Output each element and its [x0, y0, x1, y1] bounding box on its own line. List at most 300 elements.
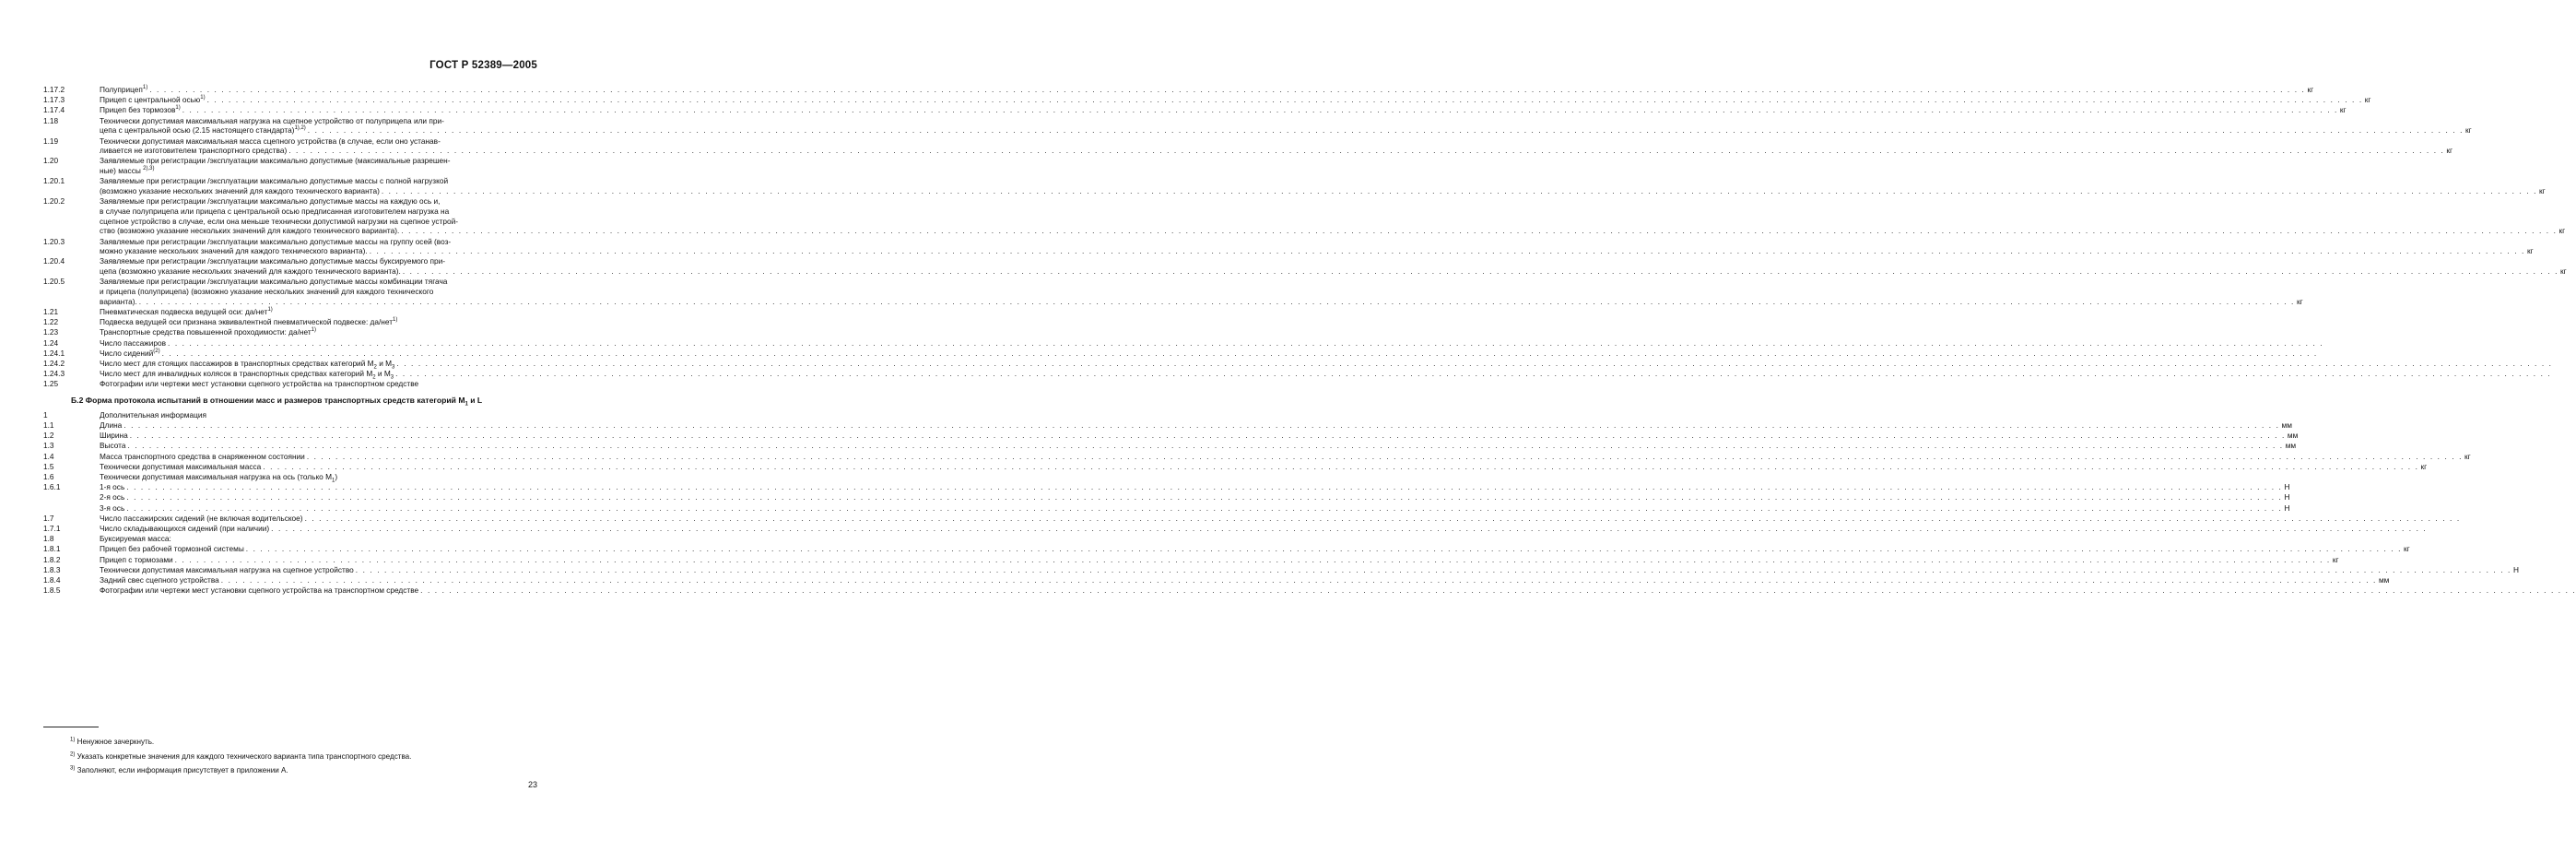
- footnote: [70, 735, 411, 750]
- item-label: [100, 338, 166, 349]
- item-label: [100, 544, 244, 554]
- unit-label: кг: [2307, 85, 2314, 94]
- item-number: 1.4: [43, 451, 54, 461]
- table-row: [43, 461, 2428, 472]
- dot-leader: [128, 441, 2284, 451]
- item-text: [100, 441, 2296, 451]
- table-row: [43, 105, 2347, 115]
- item-label: [100, 441, 126, 451]
- item-label: [100, 207, 449, 217]
- unit-label: кг: [2420, 461, 2428, 471]
- item-label-text: Прицеп с центральной осью: [100, 95, 201, 105]
- item-number: 1.7: [43, 513, 54, 523]
- table-row: [43, 85, 2314, 95]
- item-label-text: Масса транспортного средства в снаряженном состоянии: [100, 451, 305, 461]
- item-number: 1.23: [43, 327, 59, 337]
- dot-leader: [162, 349, 2318, 359]
- table-row: [43, 136, 2453, 156]
- table-row: [43, 369, 539, 379]
- unit-label: кг: [2558, 226, 2566, 236]
- item-label: [100, 482, 124, 492]
- item-line: [100, 237, 2534, 247]
- unit-label: кг: [2539, 186, 2546, 196]
- unit-label: Н: [2512, 564, 2519, 574]
- item-label: [100, 555, 173, 565]
- item-line: [100, 196, 2565, 207]
- item-line: [100, 176, 2546, 186]
- item-label: [100, 166, 154, 176]
- unit-label: Н: [2284, 492, 2290, 502]
- item-line: [100, 317, 539, 327]
- item-label-text: Длина: [100, 420, 123, 430]
- table-row: [43, 502, 2290, 514]
- item-line: [100, 534, 539, 544]
- dot-leader: [149, 85, 2305, 95]
- item-label-mid: ): [335, 472, 338, 482]
- item-number: 1.20.1: [43, 176, 65, 186]
- item-label-text: Дополнительная информация: [100, 409, 206, 420]
- dot-leader: [307, 452, 2463, 462]
- item-line: [100, 327, 539, 337]
- item-label: [100, 359, 394, 369]
- item-label-text: Число пассажирских сидений (не включая водительское): [100, 513, 303, 523]
- item-number: 1.20: [43, 156, 59, 166]
- item-line: [100, 307, 539, 317]
- item-line: [100, 441, 2296, 451]
- item-number: 1: [43, 409, 48, 420]
- item-label-text: цепа с центральной осью (2.15 настоящего стандарта): [100, 125, 295, 136]
- item-text: [100, 369, 2551, 379]
- item-number: 1.8: [43, 534, 54, 544]
- table-row: [43, 534, 539, 544]
- item-label: [100, 379, 418, 389]
- item-label: [100, 176, 448, 186]
- item-line: [100, 503, 2289, 514]
- item-line: [100, 156, 539, 166]
- item-label: [100, 287, 433, 297]
- table-row: [43, 277, 2303, 306]
- item-text: [100, 565, 2519, 575]
- item-label-text: Ширина: [100, 431, 128, 441]
- dot-leader: [382, 186, 2537, 196]
- item-number: 1.24.3: [43, 369, 65, 379]
- item-label: [100, 307, 273, 317]
- footnote-ref: 1): [142, 85, 148, 91]
- table-row: [43, 115, 2472, 136]
- item-line: [100, 514, 2461, 524]
- unit-label: кг: [2464, 451, 2471, 461]
- item-label: [100, 349, 160, 359]
- item-label: [100, 492, 124, 502]
- item-text: [100, 105, 2347, 115]
- item-line: [100, 338, 2323, 349]
- section-heading-sub: 1: [465, 401, 468, 408]
- table-row: [43, 95, 2371, 105]
- item-line: [100, 369, 2551, 379]
- item-number: 1.17.2: [43, 85, 65, 94]
- item-label: [100, 534, 171, 544]
- item-number: 1.24.2: [43, 358, 65, 368]
- unit-label: Н: [2284, 502, 2290, 513]
- item-line: [100, 462, 2427, 472]
- section-heading-text: Б.2 Форма протокола испытаний в отношении масс и размеров транспортных средств категорий M: [71, 396, 465, 406]
- protocol-body: [43, 85, 2567, 596]
- item-text: [100, 431, 2298, 441]
- subscript: 3: [392, 364, 395, 371]
- dot-leader: [139, 297, 2295, 307]
- item-label-mid: и M: [375, 369, 391, 379]
- item-text: [100, 85, 2313, 95]
- footnote-ref: 1),2): [294, 125, 306, 132]
- item-label-text: Фотографии или чертежи мест установки сцепного устройства на транспортном средстве: [100, 585, 419, 596]
- item-label: [100, 116, 444, 126]
- item-label-text: Число сидений: [100, 348, 154, 358]
- subscript: 2: [372, 374, 376, 381]
- item-text: [100, 524, 2427, 534]
- item-line: [100, 256, 2567, 266]
- item-number: 1.21: [43, 306, 59, 316]
- unit-label: кг: [2332, 554, 2339, 564]
- item-label: [100, 297, 137, 307]
- dot-leader: [126, 492, 2282, 502]
- subscript: 2: [373, 364, 377, 371]
- item-line: [100, 349, 2318, 359]
- table-row: [43, 420, 2292, 431]
- footnote-ref: 1): [311, 327, 316, 334]
- item-label-text: Заявляемые при регистрации /эксплуатации максимально допустимые массы комбинации тягача: [100, 277, 448, 287]
- item-label-text: Число мест для инвалидных колясок в транспортных средствах категорий M: [100, 369, 373, 379]
- footnote-ref: 1): [175, 105, 181, 112]
- item-line: [100, 277, 2303, 287]
- table-row: [43, 379, 539, 389]
- item-text: [100, 575, 2389, 585]
- item-label-text: и прицепа (полуприцепа) (возможно указание нескольких значений для каждого технического: [100, 287, 434, 297]
- unit-label: кг: [2339, 105, 2347, 115]
- document-header: ГОСТ Р 52389—2005: [429, 60, 537, 71]
- table-row: [43, 307, 539, 317]
- item-number: 1.8.2: [43, 554, 61, 564]
- dot-leader: [396, 359, 2552, 369]
- dot-leader: [271, 524, 2427, 534]
- dot-leader: [356, 565, 2511, 575]
- item-label-text: Прицеп с тормозами: [100, 554, 173, 564]
- item-label-text: Технически допустимая максимальная нагрузка на сцепное устройство: [100, 564, 354, 574]
- item-line: [100, 226, 2565, 236]
- unit-label: кг: [2464, 125, 2472, 136]
- item-label: [100, 565, 354, 575]
- item-label: [100, 266, 401, 277]
- item-text: [100, 317, 539, 327]
- footnote-text: Ненужное зачеркнуть.: [76, 738, 155, 746]
- table-row: [43, 544, 2410, 554]
- item-label-text: (возможно указание нескольких значений для каждого технического варианта): [100, 186, 380, 196]
- item-label-text: ливается не изготовителем транспортного средства): [100, 146, 288, 156]
- item-label: [100, 410, 206, 420]
- footnotes: [70, 735, 411, 778]
- unit-label: мм: [2281, 420, 2292, 430]
- item-label: [100, 327, 316, 337]
- item-label: [100, 462, 261, 472]
- item-label: [100, 186, 380, 196]
- item-number: 1.20.4: [43, 256, 65, 266]
- item-number: 1.3: [43, 441, 54, 451]
- unit-label: кг: [2403, 544, 2410, 554]
- item-label: [100, 95, 206, 105]
- item-label: [100, 277, 447, 287]
- dot-leader: [401, 226, 2557, 236]
- item-line: [100, 246, 2534, 256]
- item-number: 1.24.1: [43, 348, 65, 358]
- item-label: [100, 452, 305, 462]
- unit-label: мм: [2378, 575, 2390, 585]
- item-line: [100, 420, 2292, 431]
- item-number: 1.24: [43, 337, 59, 348]
- item-number: 1.22: [43, 317, 59, 327]
- item-label-text: цепа (возможно указание нескольких значений для каждого технического варианта).: [100, 266, 401, 277]
- item-number: 1.5: [43, 461, 54, 471]
- item-label: [100, 146, 287, 156]
- footnote-ref: 2),3): [143, 166, 155, 172]
- item-text: [100, 237, 2534, 256]
- table-row: [43, 441, 2297, 451]
- item-label: [100, 125, 306, 136]
- item-line: [100, 207, 2565, 217]
- dot-leader: [395, 369, 2551, 379]
- item-text: [100, 472, 539, 482]
- item-number: 1.20.2: [43, 196, 65, 207]
- table-row: [43, 338, 539, 349]
- item-label-text: Подвеска ведущей оси признана эквивалентной пневматической подвеске: да/нет: [100, 317, 394, 327]
- item-text: [100, 514, 2461, 524]
- item-label-text: Заявляемые при регистрации /эксплуатации максимально допустимые (максимальные разрешен-: [100, 156, 451, 166]
- item-label: [100, 431, 128, 441]
- item-line: [100, 287, 2303, 297]
- item-line: [100, 217, 2565, 227]
- subscript: 1: [332, 478, 335, 484]
- item-text: [100, 196, 2565, 236]
- table-row: [43, 349, 539, 359]
- page-number: 23: [527, 780, 537, 789]
- dot-leader: [124, 420, 2279, 431]
- item-label-text: Полуприцеп: [100, 85, 143, 94]
- item-text: [100, 338, 2323, 349]
- item-line: [100, 266, 2567, 277]
- table-row: [43, 317, 539, 327]
- unit-label: кг: [2560, 266, 2567, 277]
- item-line: [100, 472, 539, 482]
- item-line: [100, 186, 2546, 196]
- item-label-text: Заявляемые при регистрации /эксплуатации максимально допустимые массы на группу осей (воз-: [100, 236, 452, 246]
- item-label-text: Число мест для стоящих пассажиров в транспортных средствах категорий M: [100, 358, 374, 368]
- dot-leader: [207, 95, 2363, 105]
- item-label: [100, 575, 219, 585]
- table-row: [43, 564, 2519, 575]
- dot-leader: [126, 482, 2282, 492]
- item-label-text: Технически допустимая максимальная нагрузка на ось (только M: [100, 472, 332, 482]
- item-label-text: ство (возможно указание нескольких значений для каждого технического варианта).: [100, 226, 400, 236]
- item-text: [100, 462, 2427, 472]
- dot-leader: [126, 503, 2282, 514]
- unit-label: Н: [2284, 482, 2290, 492]
- item-line: [100, 410, 539, 420]
- item-text: [100, 277, 2303, 306]
- item-number: 1.18: [43, 115, 59, 125]
- item-label-text: Число складывающихся сидений (при наличии): [100, 524, 270, 534]
- item-label: [100, 420, 122, 431]
- item-line: [100, 125, 2472, 136]
- item-label-text: Транспортные средства повышенной проходимости: да/нет: [100, 327, 312, 337]
- item-label-text: 3-я ось: [100, 502, 125, 513]
- item-text: [100, 492, 2289, 502]
- item-label: [100, 196, 440, 207]
- table-row: [43, 327, 539, 337]
- item-label-text: Заявляемые при регистрации /эксплуатации максимально допустимые массы на каждую ось и,: [100, 196, 441, 207]
- item-number: 1.20.3: [43, 236, 65, 246]
- dot-leader: [420, 585, 2576, 596]
- item-label-text: Технически допустимая максимальная масса сцепного устройства (в случае, если оно устанав-: [100, 136, 441, 146]
- protocol-section-2: [43, 409, 2519, 596]
- item-text: [100, 359, 2553, 369]
- unit-label: мм: [2287, 431, 2299, 441]
- item-text: [100, 156, 539, 175]
- item-line: [100, 492, 2289, 502]
- item-label-text: Высота: [100, 441, 126, 451]
- item-number: 1.8.4: [43, 575, 61, 585]
- item-line: [100, 544, 2410, 554]
- item-text: [100, 327, 539, 337]
- item-line: [100, 297, 2303, 307]
- item-label: [100, 317, 397, 327]
- item-line: [100, 482, 2289, 492]
- item-label: [100, 136, 441, 147]
- item-line: [100, 575, 2389, 585]
- item-label-text: сцепное устройство в случае, если она меньше технически допустимой нагрузки на сцепное устрой-: [100, 216, 458, 226]
- item-number: 1.17.3: [43, 95, 65, 105]
- dot-leader: [308, 125, 2464, 136]
- item-number: 1.1: [43, 420, 54, 430]
- footnote-ref: 1): [393, 317, 398, 324]
- item-text: [100, 307, 539, 317]
- table-row: [43, 156, 539, 175]
- footnote: [70, 763, 411, 778]
- unit-label: кг: [2526, 246, 2534, 256]
- item-line: [100, 565, 2519, 575]
- item-line: [100, 379, 539, 389]
- item-label: [100, 226, 399, 236]
- item-label: [100, 246, 368, 256]
- table-row: [43, 492, 2290, 502]
- section-heading-tail: и L: [467, 396, 483, 406]
- item-label-text: можно указание нескольких значений для каждого технического варианта).: [100, 246, 368, 256]
- protocol-section-1: [43, 85, 2567, 389]
- item-text: [100, 176, 2546, 195]
- item-label: [100, 524, 269, 534]
- item-text: [100, 349, 2318, 359]
- item-label-text: Заявляемые при регистрации /эксплуатации максимально допустимые массы с полной нагрузкой: [100, 176, 449, 186]
- item-line: [100, 136, 2452, 147]
- footnote-mark: 3): [70, 765, 76, 772]
- unit-label: кг: [2364, 95, 2371, 105]
- item-number: 1.8.3: [43, 564, 61, 574]
- dot-leader: [168, 338, 2323, 349]
- item-label-text: Заявляемые при регистрации /эксплуатации максимально допустимые массы буксируемого при-: [100, 256, 446, 266]
- table-row: [43, 575, 2390, 585]
- item-line: [100, 431, 2298, 441]
- dot-leader: [246, 544, 2402, 554]
- item-label-text: Прицеп без рабочей тормозной системы: [100, 544, 244, 554]
- item-line: [100, 555, 2339, 565]
- item-label-text: ные) массы: [100, 166, 144, 176]
- table-row: [43, 514, 539, 524]
- item-number: 1.19: [43, 136, 59, 146]
- dot-leader: [182, 105, 2338, 115]
- dot-leader: [263, 462, 2418, 472]
- item-label: [100, 217, 458, 227]
- table-row: [43, 410, 539, 420]
- item-label: [100, 237, 451, 247]
- item-text: [100, 555, 2339, 565]
- item-label: [100, 156, 451, 166]
- table-row: [43, 196, 2566, 236]
- item-label-text: Прицеп без тормозов: [100, 105, 176, 115]
- item-text: [100, 420, 2292, 431]
- dot-leader: [370, 246, 2525, 256]
- item-label: [100, 369, 394, 379]
- item-label-text: 1-я ось: [100, 482, 125, 492]
- item-number: 1.17.4: [43, 105, 65, 115]
- item-text: [100, 452, 2471, 462]
- item-label: [100, 514, 303, 524]
- item-line: [100, 146, 2452, 156]
- item-text: [100, 256, 2567, 276]
- table-row: [43, 236, 2534, 256]
- item-label-text: варианта).: [100, 296, 137, 306]
- table-row: [43, 359, 539, 369]
- footnote-ref: 1): [267, 307, 273, 313]
- table-row: [43, 585, 539, 596]
- item-text: [100, 379, 539, 389]
- item-line: [100, 359, 2553, 369]
- item-number: 1.25: [43, 379, 59, 389]
- item-label-text: в случае полуприцепа или прицепа с центральной осью предписанная изготовителем нагрузка на: [100, 206, 450, 216]
- item-label-text: Технически допустимая максимальная масса: [100, 461, 262, 471]
- table-row: [43, 256, 2567, 277]
- item-line: [100, 585, 2576, 596]
- item-line: [100, 452, 2471, 462]
- item-label: [100, 503, 124, 514]
- item-label-text: Фотографии или чертежи мест установки сцепного устройства на транспортном средстве: [100, 379, 419, 389]
- item-number: 1.6.1: [43, 482, 61, 492]
- table-row: [43, 472, 539, 482]
- dot-leader: [403, 266, 2558, 277]
- item-number: 1.20.5: [43, 277, 65, 287]
- footnote-ref: 1): [200, 95, 206, 101]
- item-text: [100, 410, 539, 420]
- table-row: [43, 451, 2471, 462]
- item-text: [100, 95, 2370, 105]
- item-label: [100, 85, 147, 95]
- item-text: [100, 136, 2452, 156]
- item-label-text: 2-я ось: [100, 492, 125, 502]
- table-row: [43, 554, 2339, 565]
- table-row: [43, 524, 539, 534]
- item-text: [100, 482, 2289, 492]
- dot-leader: [175, 555, 2331, 565]
- item-label-mid: и M: [376, 358, 393, 368]
- table-row: [43, 482, 2290, 492]
- unit-label: мм: [2285, 441, 2297, 451]
- item-number: 1.7.1: [43, 524, 61, 534]
